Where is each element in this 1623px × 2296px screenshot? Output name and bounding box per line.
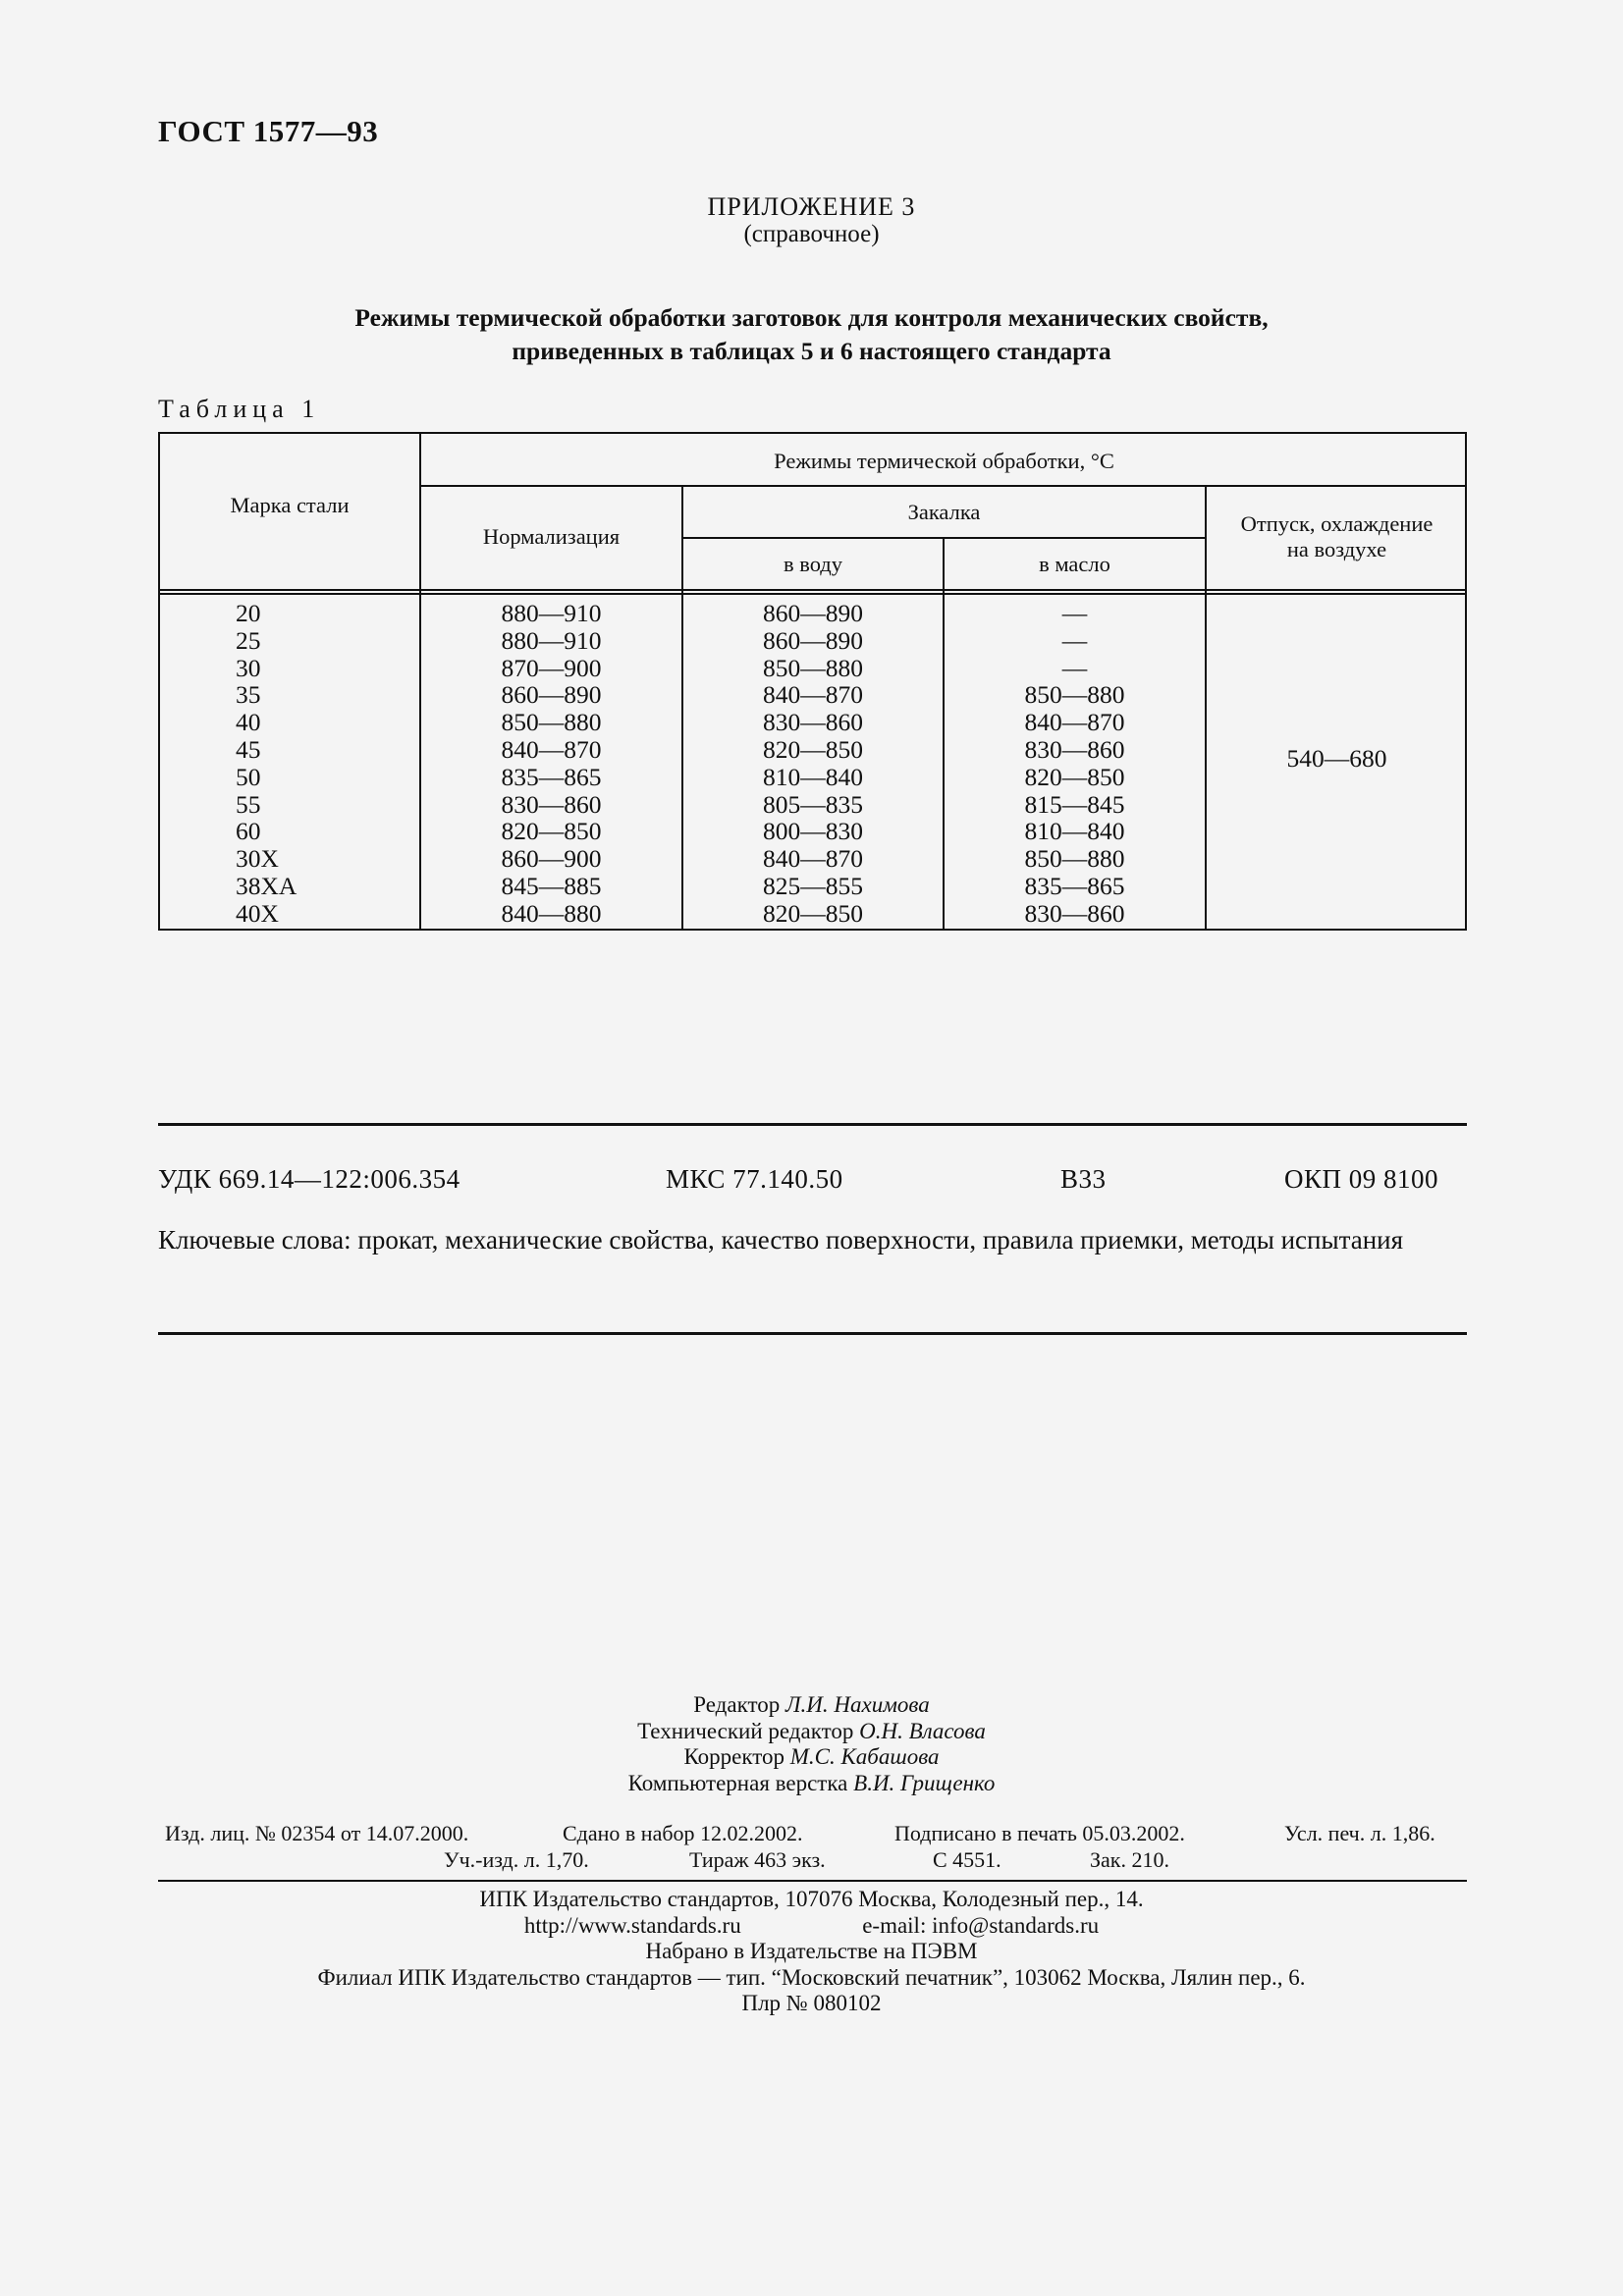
normalization-cell: 845—885 — [501, 871, 602, 900]
in-water-cell: 860—890 — [763, 625, 863, 655]
normalization-cell: 830—860 — [501, 789, 602, 819]
normalization-cell: 870—900 — [501, 653, 602, 682]
in-oil-cell: — — [1061, 599, 1088, 627]
table-hline — [160, 593, 1467, 595]
credit-role: Корректор — [683, 1744, 784, 1769]
in-water-cell: 820—850 — [763, 898, 863, 928]
header-in-water: в воду — [783, 552, 843, 576]
classification-code: В33 — [1060, 1164, 1107, 1194]
publisher-typeset-note: Набрано в Издательстве на ПЭВМ — [645, 1939, 978, 1963]
column-in-oil — [945, 600, 1205, 928]
normalization-cell: 880—910 — [501, 625, 602, 655]
section-heading — [0, 301, 1623, 368]
credit-layout — [0, 1771, 1623, 1797]
steel-grade-cell: 40Х — [236, 898, 279, 928]
header-quenching: Закалка — [907, 500, 981, 524]
in-oil-cell: 850—880 — [1024, 844, 1125, 874]
header-tempering — [1207, 511, 1467, 562]
credit-person: Л.И. Нахимова — [784, 1692, 930, 1717]
imprint-license: Изд. лиц. № 02354 от 14.07.2000. — [165, 1821, 469, 1845]
header-steel-grade: Марка стали — [230, 493, 350, 517]
column-in-water — [683, 600, 943, 928]
in-oil-cell: 830—860 — [1024, 734, 1125, 764]
in-water-cell: 825—855 — [763, 871, 863, 900]
imprint-circulation: Тираж 463 экз. — [689, 1847, 826, 1872]
imprint-order: Зак. 210. — [1090, 1847, 1169, 1872]
in-water-cell: 850—880 — [763, 653, 863, 682]
document-code: ГОСТ 1577—93 — [158, 114, 379, 148]
credit-role: Редактор — [693, 1692, 781, 1717]
in-oil-cell: 840—870 — [1024, 708, 1125, 737]
steel-grade-cell: 25 — [236, 625, 261, 655]
normalization-cell: 835—865 — [501, 762, 602, 791]
divider-bottom — [158, 1332, 1467, 1335]
in-water-cell: 830—860 — [763, 708, 863, 737]
table-caption: Таблица 1 — [158, 395, 321, 423]
credits — [0, 1692, 1623, 1796]
appendix-subtitle: (справочное) — [743, 221, 880, 247]
in-water-cell: 805—835 — [763, 789, 863, 819]
publisher-email: e-mail: info@standards.ru — [862, 1912, 1100, 1938]
publisher-license: Плр № 080102 — [741, 1991, 882, 2015]
credit-person: М.С. Кабашова — [789, 1744, 940, 1769]
header-tempering-line-2: на воздухе — [1286, 537, 1387, 561]
in-oil-cell: 830—860 — [1024, 898, 1125, 928]
imprint-pub-sheets: Уч.-изд. л. 1,70. — [444, 1847, 589, 1872]
steel-grade-cell: 38ХА — [236, 871, 298, 900]
steel-grade-cell: 30Х — [236, 844, 279, 874]
mks-code: МКС 77.140.50 — [666, 1164, 843, 1194]
normalization-cell: 860—900 — [501, 844, 602, 874]
publisher-contacts — [0, 1913, 1623, 1940]
steel-grade-cell: 20 — [236, 599, 261, 627]
divider-top — [158, 1123, 1467, 1126]
in-water-cell: 820—850 — [763, 734, 863, 764]
divider-imprint — [158, 1880, 1467, 1882]
steel-grade-cell: 30 — [236, 653, 261, 682]
steel-grade-cell: 35 — [236, 680, 261, 710]
header-heat-treatment-modes: Режимы термической обработки, °С — [774, 449, 1114, 473]
imprint-print-sheets: Усл. печ. л. 1,86. — [1284, 1821, 1435, 1845]
steel-grade-cell: 40 — [236, 708, 261, 737]
publisher-info — [0, 1887, 1623, 2017]
steel-grade-cell: 45 — [236, 734, 261, 764]
credit-tech-editor — [0, 1719, 1623, 1745]
column-steel-grade — [236, 600, 297, 928]
normalization-cell: 860—890 — [501, 680, 602, 710]
in-water-cell: 800—830 — [763, 817, 863, 846]
section-heading-line-2: приведенных в таблицах 5 и 6 настоящего стандарта — [512, 337, 1111, 365]
credit-person: О.Н. Власова — [859, 1718, 986, 1743]
normalization-cell: 850—880 — [501, 708, 602, 737]
udk-code: УДК 669.14—122:006.354 — [158, 1164, 460, 1194]
table-hline — [681, 537, 1205, 539]
section-heading-line-1: Режимы термической обработки заготовок для контроля механических свойств, — [354, 303, 1269, 332]
imprint-c-number: С 4551. — [933, 1847, 1001, 1872]
steel-grade-cell: 55 — [236, 789, 261, 819]
table-hline — [160, 589, 1467, 591]
normalization-cell: 840—880 — [501, 898, 602, 928]
imprint-signed: Подписано в печать 05.03.2002. — [894, 1821, 1185, 1845]
credit-person: В.И. Грищенко — [853, 1770, 996, 1795]
publisher-address: ИПК Издательство стандартов, 107076 Москва, Колодезный пер., 14. — [479, 1887, 1144, 1911]
publisher-branch: Филиал ИПК Издательство стандартов — тип. “Московский печатник”, 103062 Москва, Лялин пер., 6. — [317, 1964, 1306, 1990]
in-water-cell: 810—840 — [763, 762, 863, 791]
credit-corrector — [0, 1744, 1623, 1771]
in-water-cell: 840—870 — [763, 680, 863, 710]
imprint-typeset: Сдано в набор 12.02.2002. — [563, 1821, 803, 1845]
steel-grade-cell: 50 — [236, 762, 261, 791]
in-oil-cell: 810—840 — [1024, 817, 1125, 846]
appendix-title: ПРИЛОЖЕНИЕ 3 — [707, 192, 916, 221]
keywords: Ключевые слова: прокат, механические свойства, качество поверхности, правила приемки, методы испытания — [158, 1225, 1404, 1255]
okp-code: ОКП 09 8100 — [1284, 1164, 1439, 1194]
normalization-cell: 840—870 — [501, 734, 602, 764]
credit-role: Компьютерная верстка — [627, 1770, 848, 1795]
publisher-url: http://www.standards.ru — [523, 1912, 741, 1938]
header-normalization: Нормализация — [482, 524, 621, 549]
credit-role: Технический редактор — [637, 1718, 854, 1743]
table-hline — [419, 485, 1467, 487]
in-oil-cell: — — [1061, 625, 1088, 655]
in-oil-cell: 815—845 — [1024, 789, 1125, 819]
tempering-value: 540—680 — [1286, 744, 1387, 773]
in-oil-cell: 850—880 — [1024, 680, 1125, 710]
in-oil-cell: 820—850 — [1024, 762, 1125, 791]
normalization-cell: 820—850 — [501, 817, 602, 846]
column-normalization — [421, 600, 681, 928]
heat-treatment-table — [158, 432, 1467, 931]
credit-editor — [0, 1692, 1623, 1719]
header-in-oil: в масло — [1039, 552, 1110, 576]
in-water-cell: 860—890 — [763, 599, 863, 627]
in-oil-cell: 835—865 — [1024, 871, 1125, 900]
steel-grade-cell: 60 — [236, 817, 261, 846]
normalization-cell: 880—910 — [501, 599, 602, 627]
in-water-cell: 840—870 — [763, 844, 863, 874]
header-tempering-line-1: Отпуск, охлаждение — [1240, 511, 1434, 536]
in-oil-cell: — — [1061, 653, 1088, 682]
